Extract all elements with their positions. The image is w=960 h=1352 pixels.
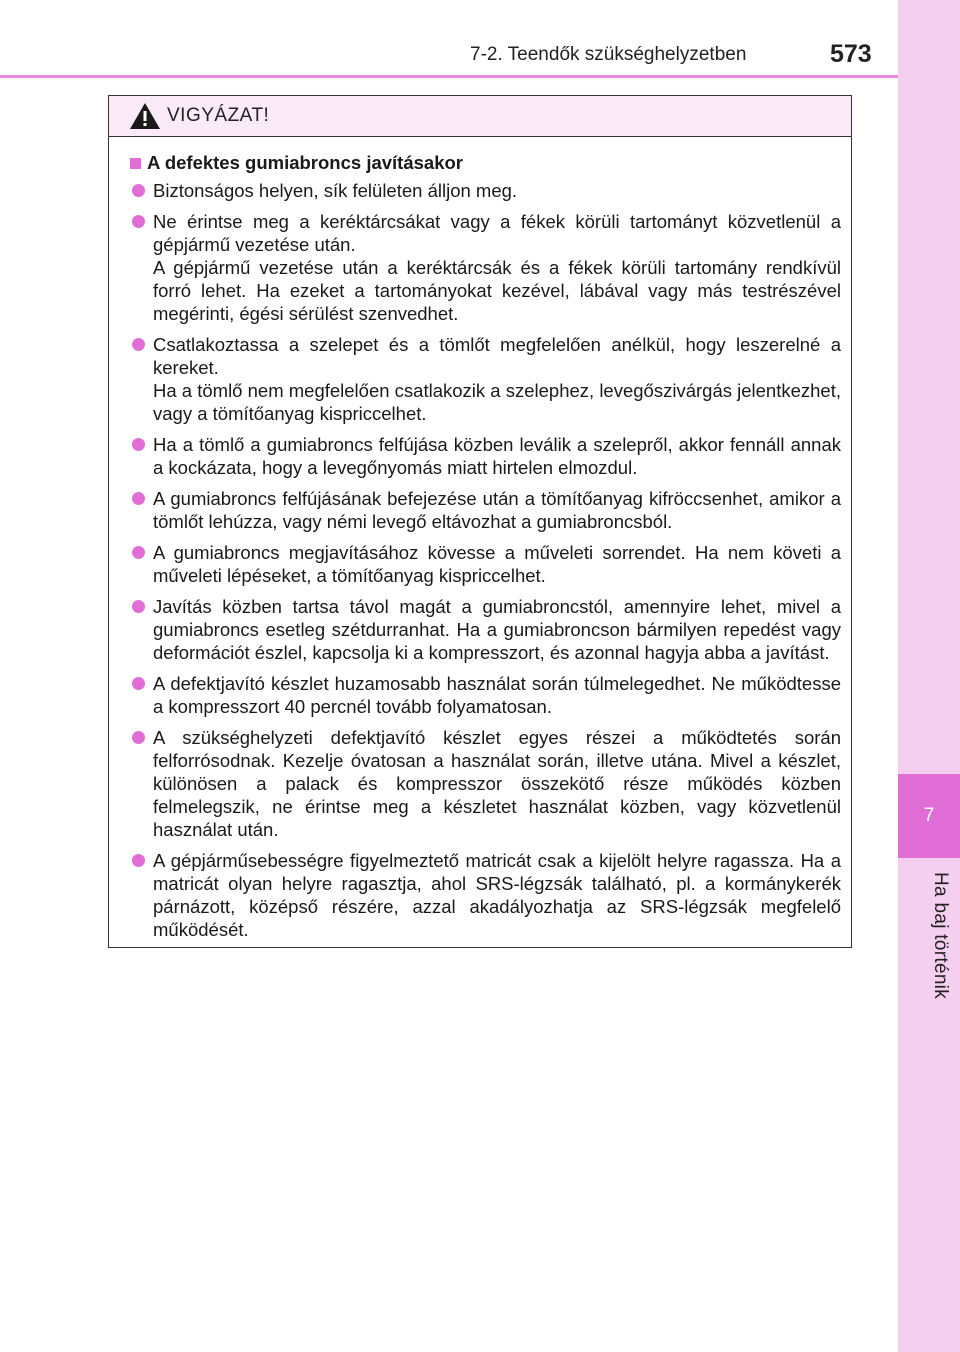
- list-item: [130, 595, 841, 664]
- round-bullet-icon: [132, 731, 145, 744]
- list-item: [130, 333, 841, 425]
- side-tab-upper: [898, 0, 960, 774]
- list-item-text: A gumiabroncs megjavításához kövesse a műveleti sorrendet. Ha nem követi a műveleti lépéseket, a tömítőanyag kispriccelhet.: [153, 542, 841, 586]
- list-item-text: Ha a tömlő nem megfelelően csatlakozik a szelephez, levegőszivárgás jelentkezhet, vagy a tömítőanyag kispriccelhet.: [153, 380, 841, 424]
- page-number: 573: [830, 40, 872, 68]
- list-item: [130, 541, 841, 587]
- list-item-text: Biztonságos helyen, sík felületen álljon meg.: [153, 180, 518, 201]
- round-bullet-icon: [132, 184, 145, 197]
- warning-body: [109, 137, 851, 941]
- chapter-number-tab: 7: [898, 774, 960, 858]
- round-bullet-icon: [132, 677, 145, 690]
- list-item: [130, 210, 841, 325]
- warning-box: [108, 95, 852, 948]
- list-item-text: A gumiabroncs felfújásának befejezése után a tömítőanyag kifröccsenhet, amikor a tömlőt lehúzza, vagy némi levegő eltávozhat a gumiabroncsból.: [153, 488, 841, 532]
- chapter-label: Ha baj történik: [930, 872, 951, 1000]
- round-bullet-icon: [132, 546, 145, 559]
- warning-header: [109, 96, 851, 137]
- list-item: [130, 849, 841, 941]
- list-item-text: A gépjármű vezetése után a keréktárcsák és a fékek körüli tartomány rendkívül forró lehet. Ha ezeket a tartományokat kezével, lábával vagy más testrészével megérinti, égési sérülést szenvedhet.: [153, 257, 841, 324]
- list-item-text: A szükséghelyzeti defektjavító készlet egyes részei a működtetés során felforrósodnak. Kezelje óvatosan a használat során, illetve utána. Mivel a készlet, különösen a palack és kompresszor összekötő része működés közben felmelegszik, ne érintse meg a készletet használat közben, vagy közvetlenül használat után.: [153, 727, 841, 840]
- list-item: [130, 672, 841, 718]
- section-title: 7-2. Teendők szükséghelyzetben: [470, 44, 747, 65]
- list-item-text: Javítás közben tartsa távol magát a gumiabroncstól, amennyire lehet, mivel a gumiabroncs esetleg szétdurranhat. Ha a gumiabroncson bármilyen repedést vagy deformációt észlel, kapcsolja ki a kompresszort, és azonnal hagyja abba a javítást.: [153, 596, 841, 663]
- section-heading: [130, 151, 841, 175]
- list-item-text: Ne érintse meg a keréktárcsákat vagy a fékek körüli tartományt közvetlenül a gépjármű vezetése után.: [153, 211, 841, 255]
- header-rule: [0, 75, 898, 78]
- warning-list: [130, 179, 841, 941]
- warning-triangle-icon: [129, 101, 161, 131]
- round-bullet-icon: [132, 438, 145, 451]
- round-bullet-icon: [132, 215, 145, 228]
- round-bullet-icon: [132, 854, 145, 867]
- section-heading-text: A defektes gumiabroncs javításakor: [147, 152, 463, 173]
- list-item-text: Ha a tömlő a gumiabroncs felfújása közben leválik a szelepről, akkor fennáll annak a kockázata, hogy a levegőnyomás miatt hirtelen elmozdul.: [153, 434, 841, 478]
- list-item: [130, 487, 841, 533]
- list-item: [130, 726, 841, 841]
- round-bullet-icon: [132, 492, 145, 505]
- round-bullet-icon: [132, 338, 145, 351]
- warning-title: VIGYÁZAT!: [167, 105, 270, 126]
- round-bullet-icon: [132, 600, 145, 613]
- list-item-text: A gépjárműsebességre figyelmeztető matricát csak a kijelölt helyre ragassza. Ha a matricát olyan helyre ragasztja, ahol SRS-légzsák található, pl. a kormánykerék párnázott, középső részére, azzal akadályozhatja az SRS-légzsák megfelelő működését.: [153, 850, 841, 940]
- list-item-text: A defektjavító készlet huzamosabb használat során túlmelegedhet. Ne működtesse a kompresszort 40 percnél tovább folyamatosan.: [153, 673, 841, 717]
- list-item: [130, 179, 841, 202]
- list-item-text: Csatlakoztassa a szelepet és a tömlőt megfelelően anélkül, hogy leszerelné a kereket.: [153, 334, 841, 378]
- list-item: [130, 433, 841, 479]
- square-bullet-icon: [130, 158, 141, 169]
